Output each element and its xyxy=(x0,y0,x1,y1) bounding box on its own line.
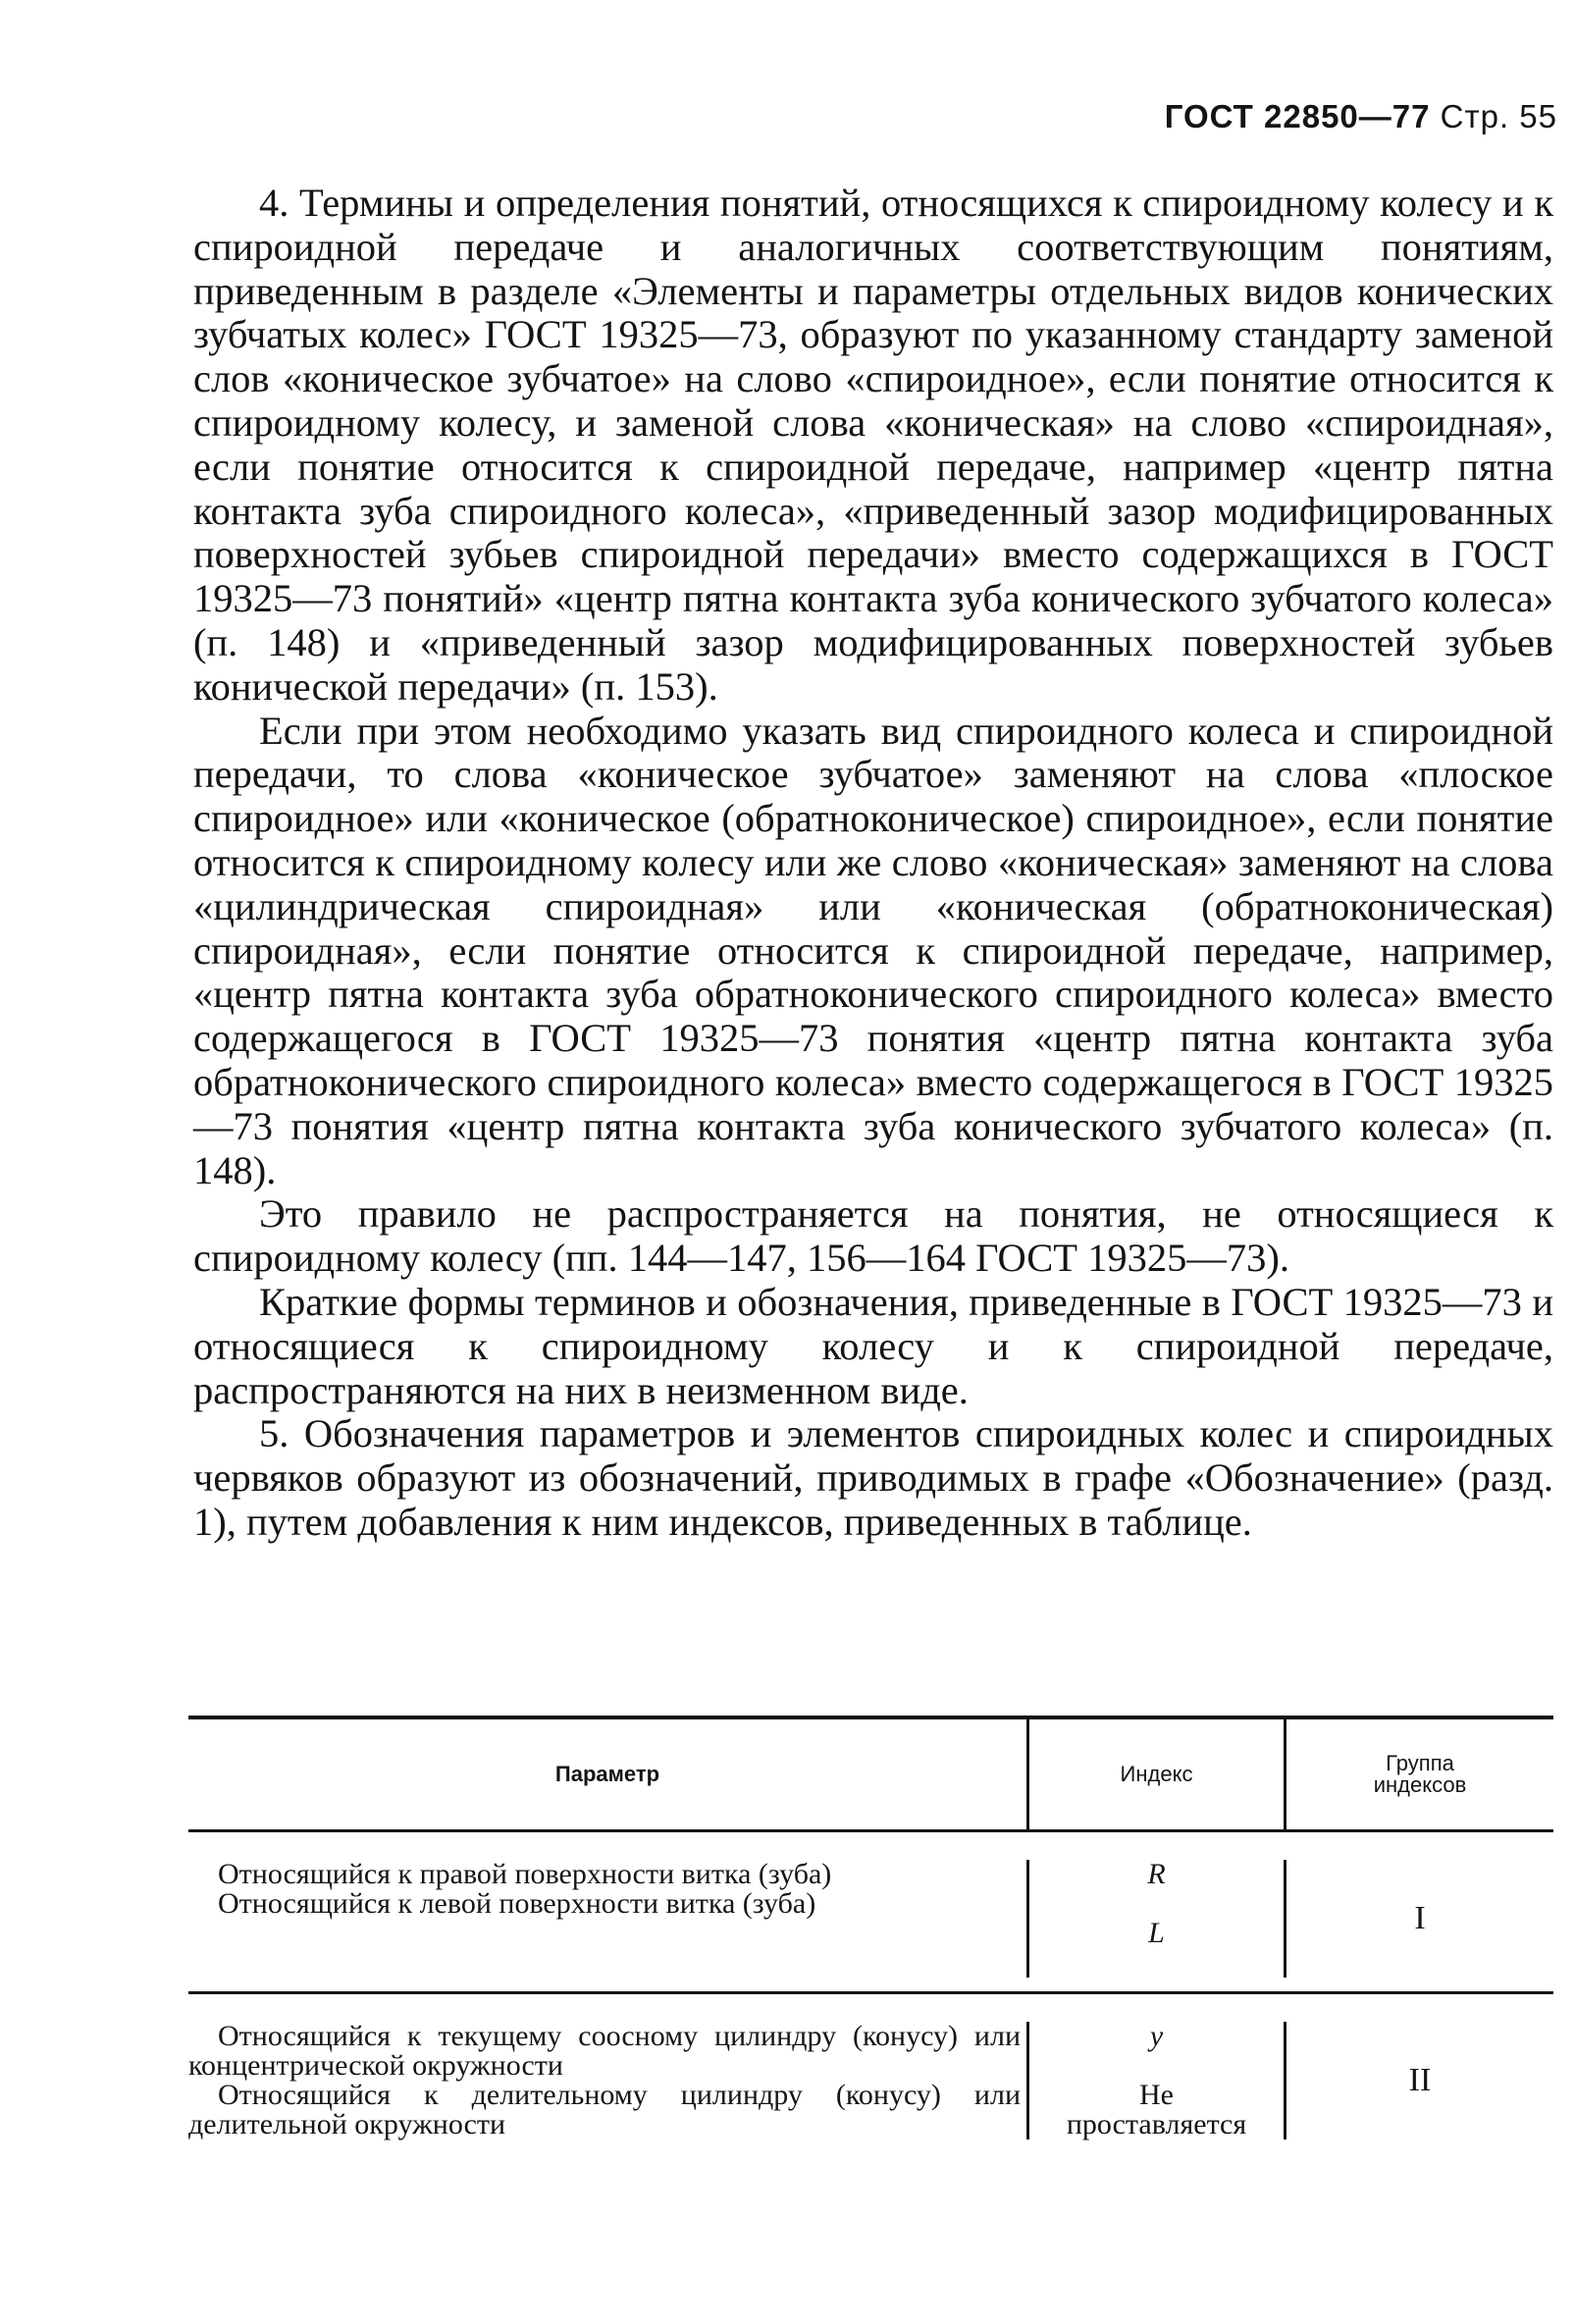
paragraph: 5. Обозначения параметров и элементов спироидных колес и спироидных червяков образуют из обозначений, приводимых в графе «Обозначение» (разд. 1), путем добавления к ним индексов, приведенных в таблице. xyxy=(193,1411,1553,1544)
header-index: Индекс xyxy=(1029,1719,1286,1829)
paragraph: Краткие формы терминов и обозначения, приведенные в ГОСТ 19325—73 и относящиеся к спироидному колесу и к спироидной передаче, распространяются на них в неизменном виде. xyxy=(193,1279,1553,1412)
body-text xyxy=(193,182,1553,1545)
paragraph: 4. Термины и определения понятий, относящихся к спироидному колесу и к спироидной передаче и аналогичных соответствующим понятиям, приведенным в разделе «Элементы и параметры отдельных видов конических зубчатых колес» ГОСТ 19325—73, образуют по указанному стандарту заменой слов «коническое зубчатое» на слово «спироидное», если понятие относится к спироидному колесу, и заменой слова «коническая» на слово «спироидная», если понятие относится к спироидной передаче, например «центр пятна контакта зуба спироидного колеса», «приведенный зазор модифицированных поверхностей зубьев спироидной передачи» вместо содержащихся в ГОСТ 19325—73 понятий» «центр пятна контакта зуба конического зубчатого колеса» (п. 148) и «приведенный зазор модифицированных поверхностей зубьев конической передачи» (п. 153). xyxy=(193,181,1553,709)
page-header xyxy=(1165,98,1557,135)
group-cell: II xyxy=(1408,2062,1432,2098)
param-text: Относящийся к левой поверхности витка (зуба) xyxy=(218,1887,816,1920)
index-value: y xyxy=(1149,2020,1164,2052)
paragraph: Если при этом необходимо указать вид спироидного колеса и спироидной передачи, то слова «коническое зубчатое» заменяют на слова «плоское спироидное» или «коническое (обратноконическое) спироидное», если понятие относится к спироидному колесу или же слово «коническая» заменяют на слова «цилиндрическая спироидная» или «коническая (обратноконическая) спироидная», если понятие относится к спироидной передаче, например, «центр пятна контакта зуба обратноконического спироидного колеса» вместо содержащегося в ГОСТ 19325—73 понятия «центр пятна контакта зуба обратноконического спироидного колеса» вместо содержащегося в ГОСТ 19325—73 понятия «центр пятна контакта зуба конического зубчатого колеса» (п. 148). xyxy=(193,708,1553,1192)
param-cell xyxy=(188,2022,1029,2139)
param-text: Относящийся к делительному цилиндру (конусу) или делительной окружности xyxy=(188,2079,1021,2140)
param-text: Относящийся к правой поверхности витка (зуба) xyxy=(218,1858,832,1890)
header-param: Параметр xyxy=(188,1719,1029,1829)
index-table xyxy=(188,1716,1553,2153)
header-group: Группа индексов xyxy=(1373,1751,1467,1797)
index-cell xyxy=(1029,1860,1286,1978)
table-header-row xyxy=(188,1719,1553,1829)
gost-number: ГОСТ 22850—77 xyxy=(1164,98,1431,134)
index-value: R xyxy=(1147,1858,1166,1890)
index-cell xyxy=(1029,2022,1286,2139)
group-cell: I xyxy=(1414,1900,1426,1936)
param-text: Относящийся к текущему соосному цилиндру (конусу) или концентрической окружности xyxy=(188,2020,1021,2082)
index-value: Не проставляется xyxy=(1066,2079,1247,2140)
page-number: Стр. 55 xyxy=(1440,98,1557,134)
index-value: L xyxy=(1148,1917,1165,1949)
param-cell xyxy=(188,1860,1029,1978)
table-group-row xyxy=(188,1991,1553,2153)
paragraph: Это правило не распространяется на понятия, не относящиеся к спироидному колесу (пп. 144—147, 156—164 ГОСТ 19325—73). xyxy=(193,1191,1553,1281)
table-group-row xyxy=(188,1829,1553,1991)
